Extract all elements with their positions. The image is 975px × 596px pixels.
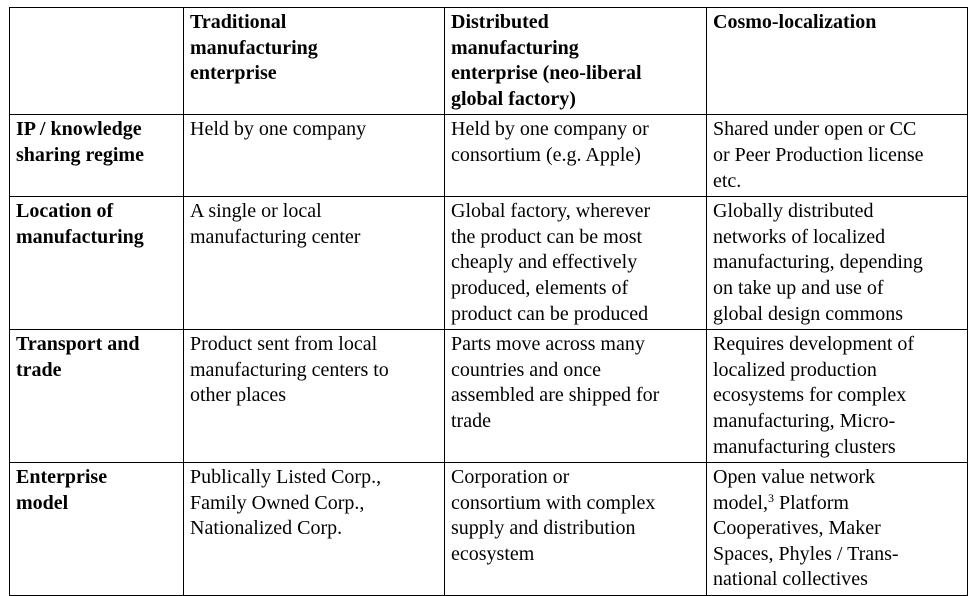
cell-line: product can be produced bbox=[451, 302, 649, 325]
cell-cosmo bbox=[707, 197, 968, 330]
comparison-table bbox=[9, 7, 968, 596]
cell-line: Corporation or bbox=[451, 466, 570, 489]
header-traditional bbox=[184, 8, 445, 115]
row-label-line: model bbox=[16, 491, 69, 514]
cell-line bbox=[713, 491, 962, 517]
cell-line: Parts move across many bbox=[451, 333, 645, 356]
header-distributed bbox=[445, 8, 707, 115]
cell-line: produced, elements of bbox=[451, 276, 629, 299]
cell-traditional bbox=[184, 197, 445, 330]
table-row bbox=[10, 115, 968, 197]
row-label-line: Enterprise bbox=[16, 466, 108, 489]
cell-line: ecosystems for complex bbox=[713, 384, 907, 407]
row-label-line: trade bbox=[16, 358, 62, 381]
header-line: enterprise (neo-liberal bbox=[451, 62, 642, 85]
cell-line: Spaces, Phyles / Trans- bbox=[713, 542, 899, 565]
row-label-ip bbox=[10, 115, 184, 197]
header-empty-cell bbox=[10, 8, 184, 115]
cell-line: Requires development of bbox=[713, 333, 915, 356]
cell-line: global design commons bbox=[713, 302, 903, 325]
cell-line: etc. bbox=[713, 169, 742, 192]
row-label-enterprise bbox=[10, 463, 184, 596]
header-line: Traditional bbox=[190, 11, 287, 33]
cell-line: consortium (e.g. Apple) bbox=[451, 143, 641, 166]
cell-line: other places bbox=[190, 384, 287, 407]
table-row bbox=[10, 330, 968, 463]
row-label-line: IP / knowledge bbox=[16, 118, 142, 141]
cell-line: Family Owned Corp., bbox=[190, 491, 365, 514]
cell-traditional bbox=[184, 330, 445, 463]
cell-line: or Peer Production license bbox=[713, 143, 924, 166]
cell-distributed bbox=[445, 330, 707, 463]
row-label-location bbox=[10, 197, 184, 330]
cell-line: assembled are shipped for bbox=[451, 384, 660, 407]
table-row bbox=[10, 197, 968, 330]
cell-traditional bbox=[184, 115, 445, 197]
cell-line: Open value network bbox=[713, 466, 876, 489]
cell-text: model, bbox=[713, 491, 768, 514]
table-row bbox=[10, 463, 968, 596]
header-line: Cosmo-localization bbox=[713, 11, 877, 33]
header-line: manufacturing bbox=[451, 36, 579, 59]
cell-line: ecosystem bbox=[451, 542, 535, 565]
cell-line: countries and once bbox=[451, 358, 601, 381]
cell-line: Cooperatives, Maker bbox=[713, 517, 881, 540]
cell-text: Platform bbox=[779, 491, 849, 514]
cell-distributed bbox=[445, 197, 707, 330]
cell-line: trade bbox=[451, 409, 491, 432]
cell-line: national collectives bbox=[713, 568, 868, 591]
header-cosmo-localization bbox=[707, 8, 968, 115]
cell-line: on take up and use of bbox=[713, 276, 884, 299]
header-line: enterprise bbox=[190, 62, 277, 85]
header-line: global factory) bbox=[451, 87, 576, 110]
cell-line: Product sent from local bbox=[190, 333, 378, 356]
cell-cosmo bbox=[707, 115, 968, 197]
row-label-line: sharing regime bbox=[16, 143, 144, 166]
cell-line: Global factory, wherever bbox=[451, 200, 651, 223]
cell-traditional bbox=[184, 463, 445, 596]
footnote-marker: 3 bbox=[768, 490, 774, 505]
cell-distributed bbox=[445, 115, 707, 197]
cell-line: manufacturing centers to bbox=[190, 358, 389, 381]
cell-distributed bbox=[445, 463, 707, 596]
cell-line: Publically Listed Corp., bbox=[190, 466, 382, 489]
cell-line: Shared under open or CC bbox=[713, 118, 917, 141]
row-label-transport bbox=[10, 330, 184, 463]
cell-line: Globally distributed bbox=[713, 200, 874, 223]
cell-line: cheaply and effectively bbox=[451, 251, 638, 274]
cell-line: the product can be most bbox=[451, 225, 643, 248]
cell-line: Nationalized Corp. bbox=[190, 517, 343, 540]
cell-cosmo bbox=[707, 330, 968, 463]
cell-cosmo bbox=[707, 463, 968, 596]
cell-line: manufacturing clusters bbox=[713, 435, 896, 458]
row-label-line: Location of bbox=[16, 200, 114, 223]
cell-line: networks of localized bbox=[713, 225, 886, 248]
header-row bbox=[10, 8, 968, 115]
cell-line: consortium with complex bbox=[451, 491, 656, 514]
cell-line: supply and distribution bbox=[451, 517, 636, 540]
cell-line: manufacturing, depending bbox=[713, 251, 923, 274]
cell-line: manufacturing, Micro- bbox=[713, 409, 896, 432]
cell-line: localized production bbox=[713, 358, 877, 381]
cell-line: Held by one company bbox=[190, 118, 367, 141]
row-label-line: manufacturing bbox=[16, 225, 144, 248]
header-line: Distributed bbox=[451, 11, 549, 33]
row-label-line: Transport and bbox=[16, 333, 140, 356]
header-line: manufacturing bbox=[190, 36, 318, 59]
cell-line: Held by one company or bbox=[451, 118, 649, 141]
cell-line: A single or local bbox=[190, 200, 322, 223]
cell-line: manufacturing center bbox=[190, 225, 361, 248]
